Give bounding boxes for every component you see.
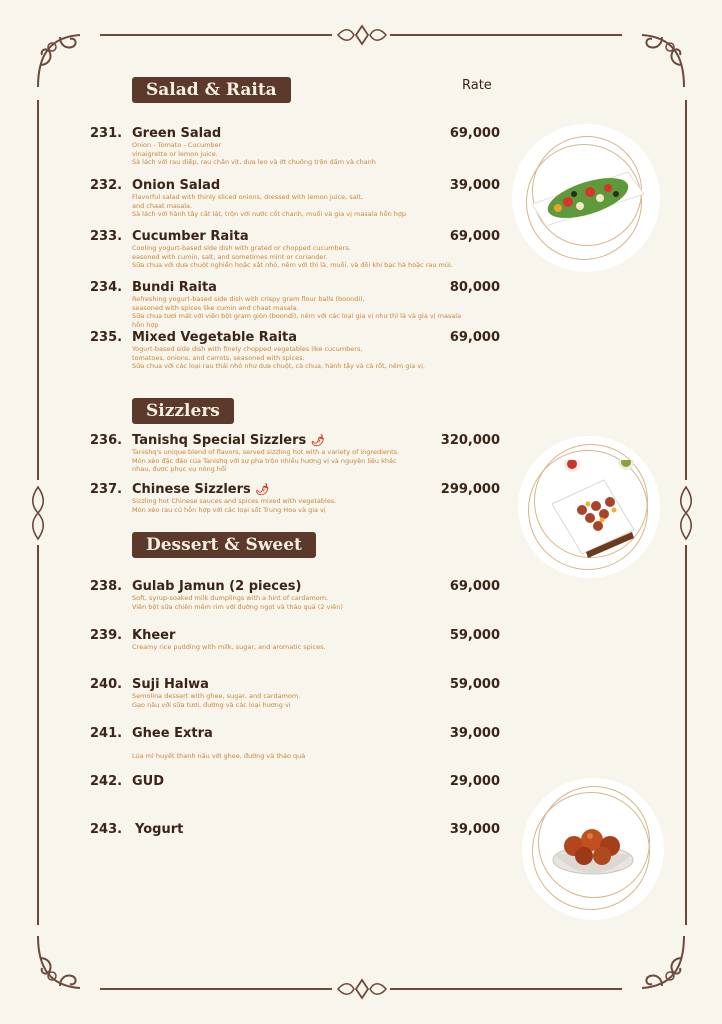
frame-left-lower-line (37, 545, 39, 925)
frame-top-left-line (100, 34, 332, 36)
item-number: 242. (90, 774, 123, 789)
desc-line: and chaat masala. (132, 201, 193, 210)
desc-line: Sữa chua với dưa chuột nghiền hoặc xắt nhỏ, nêm với thì là, muối, và đôi khi bạc hà hoặc rau mùi. (132, 261, 453, 269)
item-name: Onion Salad (132, 178, 221, 193)
item-name: Green Salad (132, 126, 222, 141)
item-description (132, 448, 462, 474)
frame-bottom-left-line (100, 988, 332, 990)
item-number: 240. (90, 677, 123, 692)
desc-line: Refreshing yogurt-based side dish with crispy gram flour balls (boondi), (132, 295, 365, 303)
desc-line: Flavorful salad with thinly sliced onions, dressed with lemon juice, salt, (132, 193, 364, 201)
item-price: 59,000 (449, 677, 500, 692)
frame-left-upper-line (37, 100, 39, 480)
item-number: 236. (90, 433, 123, 448)
salad-plate-icon (528, 164, 648, 234)
desc-line: nhau, được phục vụ nóng hổi (132, 465, 227, 473)
desc-line: Viên bột sữa chiên mềm rim với đường ngọt và thảo quả (2 viên) (132, 602, 343, 611)
top-center-ornament (334, 24, 390, 46)
desc-line: Món xèo rau củ hỗn hợp với các loại sốt Trung Hoa và gia vị (132, 505, 326, 514)
item-name (132, 482, 269, 497)
item-price: 69,000 (449, 126, 500, 141)
gulab-jamun-photo (520, 776, 666, 922)
chili-icon: 🌶 (255, 483, 270, 496)
item-description (132, 497, 462, 514)
frame-right-lower-line (685, 545, 687, 925)
section-title-dessert-sweet: Dessert & Sweet (132, 532, 316, 558)
item-price: 69,000 (449, 330, 500, 345)
item-description (132, 244, 462, 270)
left-center-ornament (27, 483, 49, 543)
desc-line: Sữa chua tươi mát với viên bột gram giòn (boondi), nêm với các loại gia vị như thì là và gia vị masala hỗn hợp (132, 312, 462, 329)
item-name (132, 433, 325, 448)
desc-line: seasoned with spices like cumin and chaat masala. (132, 303, 299, 312)
item-description (132, 643, 462, 652)
corner-ornament-top-left (30, 25, 100, 95)
dessert-bowl-icon (550, 814, 636, 884)
desc-line: Semolina dessert with ghee, sugar, and cardamom. (132, 692, 301, 700)
item-name: GUD (132, 774, 165, 789)
item-description (132, 692, 462, 709)
item-number: 235. (90, 330, 123, 345)
item-price: 299,000 (440, 482, 500, 497)
item-price: 320,000 (440, 433, 500, 448)
item-name: Ghee Extra (132, 726, 213, 741)
chili-icon: 🌶 (310, 434, 325, 447)
item-name: Gulab Jamun (2 pieces) (132, 579, 302, 594)
corner-ornament-bottom-right (622, 928, 692, 998)
item-price: 39,000 (449, 726, 500, 741)
right-center-ornament (675, 483, 697, 543)
desc-line: Lúa mì huyết thanh nấu với ghee, đường và thảo quả (132, 752, 306, 760)
desc-line: easoned with cumin, salt, and sometimes mint or coriander. (132, 252, 328, 261)
frame-top-right-line (390, 34, 622, 36)
item-description (132, 594, 462, 611)
desc-line: Sà lách với hành tây cắt lát, trộn với nước cốt chanh, muối và gia vị masala hỗn hợp (132, 210, 407, 218)
desc-line: Soft, syrup-soaked milk dumplings with a hint of cardamom. (132, 594, 329, 602)
desc-line: vinaigrette or lemon juice. (132, 149, 218, 158)
section-title-sizzlers: Sizzlers (132, 398, 234, 424)
desc-line: Onion - Tomato - Cucumber (132, 141, 222, 149)
corner-ornament-top-right (622, 25, 692, 95)
item-name-text: Chinese Sizzlers (132, 482, 251, 497)
desc-line: Cooling yogurt-based side dish with grated or chopped cucumbers, (132, 244, 351, 252)
item-name: Kheer (132, 628, 176, 643)
desc-line: tomatoes, onions, and carrots, seasoned with spices. (132, 353, 305, 362)
rate-column-header: Rate (462, 78, 492, 93)
item-name-text: Tanishq Special Sizzlers (132, 433, 307, 448)
item-number: 233. (90, 229, 123, 244)
item-description (132, 193, 462, 219)
skewer-plate-icon (542, 460, 642, 560)
item-description (132, 295, 462, 329)
item-description (132, 345, 462, 371)
item-name: Suji Halwa (132, 677, 209, 692)
item-price: 39,000 (449, 822, 500, 837)
item-number: 234. (90, 280, 123, 295)
item-description (132, 752, 462, 761)
item-number: 232. (90, 178, 123, 193)
item-price: 39,000 (449, 178, 500, 193)
item-name: Cucumber Raita (132, 229, 249, 244)
desc-line: Món xèo đặc đáo của Tanishq với sự pha trộn nhiều hương vị và nguyên liệu khác (132, 456, 397, 465)
sizzler-photo (514, 432, 664, 582)
item-number: 238. (90, 579, 123, 594)
item-number: 237. (90, 482, 123, 497)
item-name: Yogurt (135, 822, 184, 837)
desc-line: Gạo nâu với sữa tươi, đường và các loại hương vị (132, 700, 291, 709)
item-price: 69,000 (449, 579, 500, 594)
item-name: Bundi Raita (132, 280, 217, 295)
desc-line: Sữa chua với các loại rau thái nhỏ như dưa chuột, cà chua, hành tây và cà rốt, nêm gia vị. (132, 362, 425, 370)
desc-line: Sà lách với rau diếp, rau chân vịt, dưa leo và ớt chuông trộn dấm và chanh (132, 158, 376, 166)
bottom-center-ornament (334, 978, 390, 1000)
item-number: 239. (90, 628, 123, 643)
item-price: 59,000 (449, 628, 500, 643)
item-number: 243. (90, 822, 123, 837)
frame-right-upper-line (685, 100, 687, 480)
desc-line: Tanishq's unique blend of flavors, served sizzling hot with a variety of ingredients. (132, 448, 400, 456)
desc-line: Sizzling hot Chinese sauces and spices mixed with vegetables. (132, 497, 337, 505)
item-price: 69,000 (449, 229, 500, 244)
corner-ornament-bottom-left (30, 928, 100, 998)
item-price: 80,000 (449, 280, 500, 295)
section-title-salad-raita: Salad & Raita (132, 77, 291, 103)
salad-photo (508, 120, 664, 276)
item-number: 241. (90, 726, 123, 741)
item-name: Mixed Vegetable Raita (132, 330, 298, 345)
desc-line: Yogurt-based side dish with finely chopped vegetables like cucumbers, (132, 345, 363, 353)
desc-line: Creamy rice pudding with milk, sugar, and aromatic spices. (132, 643, 326, 651)
item-price: 29,000 (449, 774, 500, 789)
item-description (132, 141, 462, 167)
item-number: 231. (90, 126, 123, 141)
frame-bottom-right-line (390, 988, 622, 990)
